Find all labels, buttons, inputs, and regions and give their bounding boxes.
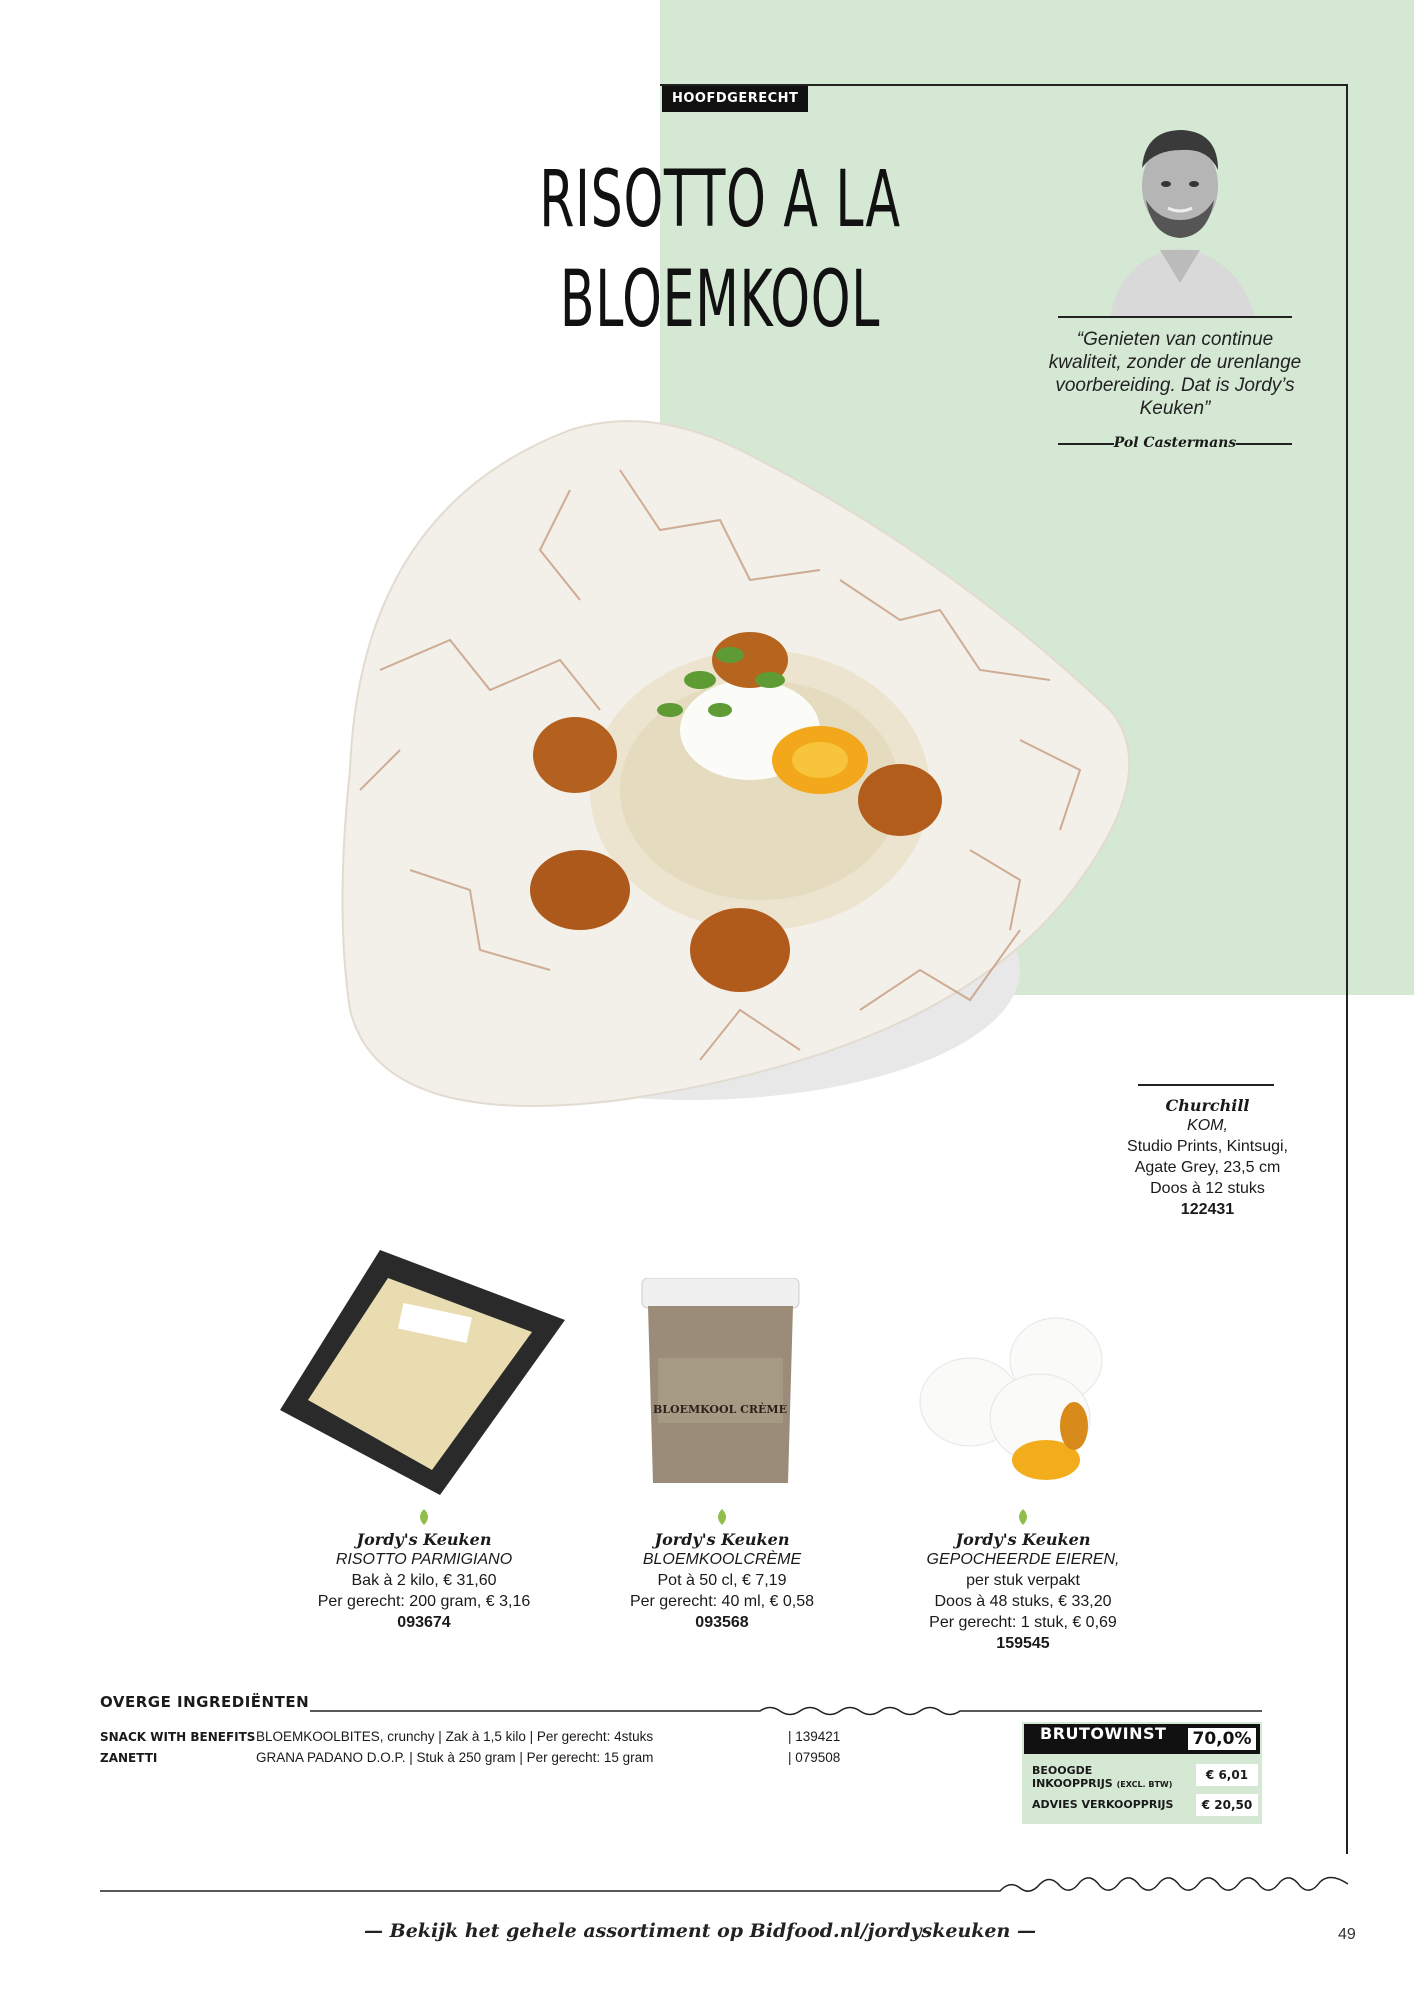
leaf-icon <box>712 1508 732 1526</box>
profit-header <box>1024 1724 1260 1754</box>
chef-quote: “Genieten van continue kwaliteit, zonder de urenlange voorbereiding. Dat is Jordy’s Keuken” <box>1048 329 1302 419</box>
risotto-plate-image <box>320 410 1150 1130</box>
product-line: Per gerecht: 200 gram, € 3,16 <box>317 1593 531 1610</box>
churchill-rule <box>1138 1084 1274 1086</box>
retail-price-label: ADVIES VERKOOPPRIJS <box>1032 1798 1174 1811</box>
title-line-2: BLOEMKOOL <box>559 255 881 345</box>
purchase-price-label <box>1032 1764 1172 1791</box>
ingredient-row <box>100 1726 255 1747</box>
profit-box <box>1022 1722 1262 1824</box>
product-brand: Jordy's Keuken <box>654 1530 790 1549</box>
footer-rule <box>100 1868 1350 1892</box>
churchill-line-3: Doos à 12 stuks <box>1150 1180 1265 1197</box>
jar-label: BLOEMKOOL CRÈME <box>652 1403 788 1416</box>
product-risotto <box>294 1530 554 1633</box>
churchill-product-info <box>1100 1096 1315 1220</box>
chef-portrait <box>1090 108 1270 318</box>
ingredient-brand: SNACK WITH BENEFITS <box>100 1730 256 1744</box>
signature-rule-right <box>1236 443 1292 445</box>
product-eieren <box>893 1530 1153 1654</box>
purchase-price-label-a: BEOOGDE <box>1032 1764 1093 1777</box>
ingredient-code: | 139421 <box>788 1729 841 1744</box>
product-brand: Jordy's Keuken <box>955 1530 1091 1549</box>
product-line: Bak à 2 kilo, € 31,60 <box>351 1572 497 1589</box>
leaf-icon <box>1013 1508 1033 1526</box>
churchill-type: KOM, <box>1187 1117 1228 1134</box>
product-name: GEPOCHEERDE EIEREN, <box>926 1551 1120 1568</box>
ingredients-rule <box>310 1702 1262 1720</box>
product-brand: Jordy's Keuken <box>356 1530 492 1549</box>
purchase-price-note: (EXCL. BTW) <box>1116 1780 1173 1789</box>
ingredient-brand: ZANETTI <box>100 1751 158 1765</box>
churchill-line-1: Studio Prints, Kintsugi, <box>1127 1138 1288 1155</box>
poached-eggs-image <box>918 1310 1138 1490</box>
product-code: 159545 <box>996 1635 1050 1652</box>
bloemkool-creme-jar-image <box>638 1278 803 1488</box>
signature-name: Pol Castermans <box>1113 435 1237 451</box>
product-name: RISOTTO PARMIGIANO <box>335 1551 513 1568</box>
ingredient-desc: BLOEMKOOLBITES, crunchy | Zak à 1,5 kilo | Per gerecht: 4stuks <box>256 1729 654 1744</box>
product-bloemkoolcreme <box>592 1530 852 1633</box>
risotto-tray-image <box>270 1250 570 1500</box>
page-title <box>518 150 921 350</box>
product-line: Pot à 50 cl, € 7,19 <box>657 1572 787 1589</box>
category-tag: HOOFDGERECHT <box>662 86 808 112</box>
product-line: per stuk verpakt <box>966 1572 1080 1589</box>
product-name: BLOEMKOOLCRÈME <box>642 1551 802 1568</box>
churchill-line-2: Agate Grey, 23,5 cm <box>1134 1159 1281 1176</box>
profit-value: 70,0% <box>1188 1728 1256 1750</box>
profit-label: BRUTOWINST <box>1040 1724 1167 1743</box>
title-line-1: RISOTTO A LA <box>539 155 901 245</box>
ingredient-desc: GRANA PADANO D.O.P. | Stuk à 250 gram | Per gerecht: 15 gram <box>256 1750 654 1765</box>
product-line: Per gerecht: 40 ml, € 0,58 <box>629 1593 815 1610</box>
product-line: Doos à 48 stuks, € 33,20 <box>934 1593 1112 1610</box>
purchase-price-label-b: INKOOPPRIJS <box>1032 1777 1113 1790</box>
quote-top-rule <box>1058 316 1292 318</box>
churchill-brand: Churchill <box>1165 1096 1250 1115</box>
ingredients-title: OVERGE INGREDIËNTEN <box>100 1693 310 1711</box>
purchase-price-value: € 6,01 <box>1196 1764 1258 1786</box>
footer-link-text[interactable]: — Bekijk het gehele assortiment op Bidfood.nl/jordyskeuken — <box>364 1920 1036 1942</box>
retail-price-value: € 20,50 <box>1196 1794 1258 1816</box>
product-code: 093674 <box>397 1614 451 1631</box>
ingredient-code: | 079508 <box>788 1750 841 1765</box>
product-code: 093568 <box>695 1614 749 1631</box>
churchill-code: 122431 <box>1180 1201 1235 1218</box>
page-number: 49 <box>1338 1926 1356 1943</box>
frame-right-rule <box>1346 84 1348 1854</box>
product-line: Per gerecht: 1 stuk, € 0,69 <box>929 1614 1117 1631</box>
ingredient-row <box>100 1747 157 1768</box>
leaf-icon <box>414 1508 434 1526</box>
